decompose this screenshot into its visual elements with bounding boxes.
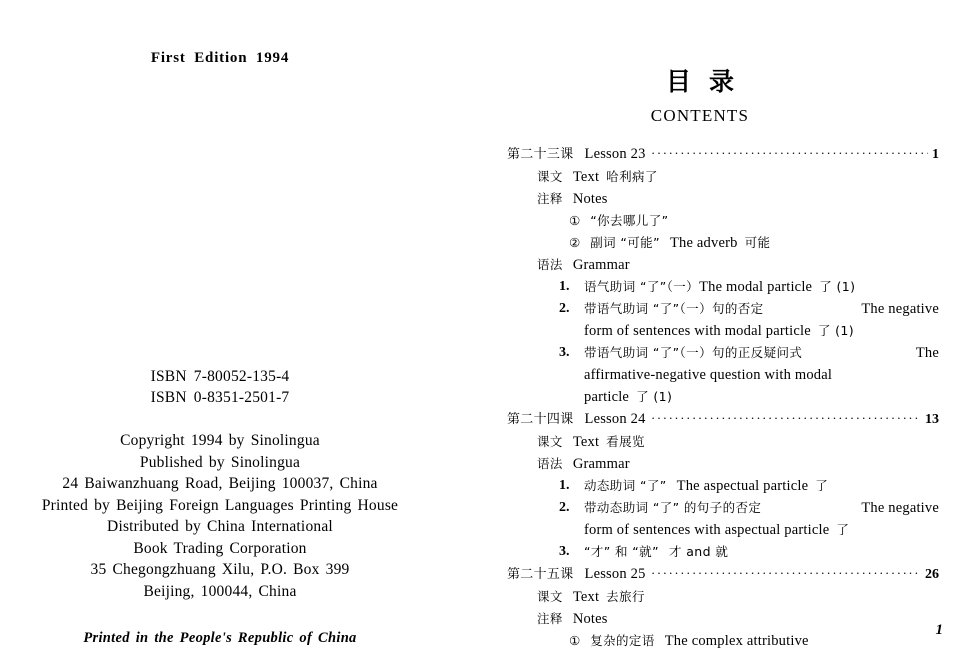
grammar-item-line [584,497,939,519]
grammar-item-line [584,298,939,320]
circled-number-icon: ① [569,633,581,648]
publisher-line: Copyright 1994 by Sinolingua [120,432,320,449]
toc-entry-lesson-25[interactable] [507,563,939,586]
folio-page-number: 1 [935,622,943,638]
grammar-item-number: 1. [559,478,570,493]
grammar-text-cn: 语气助词 “了”（一） [584,279,700,294]
grammar-item-number: 1. [559,279,570,294]
grammar-item-number: 2. [559,301,570,316]
grammar-text-en: The negative [861,301,939,317]
grammar-item-line [584,519,939,541]
toc-subentry-text [537,431,939,453]
circled-number-icon: ② [569,235,581,250]
text-label-en: Text [572,169,600,185]
grammar-item-body [584,541,939,563]
toc-note-item [569,232,939,254]
dot-leader [652,149,928,163]
toc-entry-lesson-24[interactable] [507,408,939,431]
grammar-item-body [584,342,939,408]
publisher-line: Beijing, 100044, China [143,582,297,600]
dot-leader [652,569,919,583]
lesson-page-number: 1 [932,147,939,162]
grammar-text-cn: 动态助词 “了” [584,478,667,493]
text-label-en: Text [572,434,600,450]
toc-subentry-text [537,166,939,188]
text-title-cn: 去旅行 [606,589,645,604]
publisher-line: Published by Sinolingua [139,453,301,471]
note-text-cn: 复杂的定语 [590,633,655,648]
text-label-cn: 课文 [537,434,563,449]
grammar-item-number: 3. [559,345,570,360]
grammar-label-cn: 语法 [537,257,563,272]
publisher-line: Book Trading Corporation [133,539,307,557]
grammar-item-line [584,320,939,342]
grammar-text-cn: 带动态助词 “了” 的句子的否定 [584,500,762,515]
dot-leader [652,414,919,428]
notes-label-en: Notes [572,611,608,627]
publisher-line: 35 Chegongzhuang Xilu, P.O. Box 399 [90,561,350,578]
grammar-text-en: The modal particle [699,279,813,295]
grammar-item [559,497,939,541]
grammar-item-number: 3. [559,544,570,559]
toc-list [507,143,939,652]
toc-subentry-grammar [537,254,939,276]
lesson-label-en: Lesson 23 [584,146,646,162]
note-text-cn: 副词 “可能” [590,235,660,250]
grammar-text-cn: 带语气助词 “了”（一）句的否定 [584,301,764,316]
lesson-label-cn: 第二十三课 [507,147,574,162]
note-text-en: The complex attributive [664,633,809,649]
grammar-text-en: The [915,345,939,361]
grammar-item-body [584,475,939,497]
toc-subentry-grammar [537,453,939,475]
note-text-cn: “你去哪儿了” [590,213,669,228]
imprint-block [0,366,440,647]
notes-label-cn: 注释 [537,191,563,206]
toc-entry-lesson-23[interactable] [507,143,939,166]
text-title-cn: 看展览 [606,434,645,449]
publisher-line: Printed by Beijing Foreign Languages Printing House [41,496,399,514]
publisher-lines [0,430,440,602]
toc-subentry-notes [537,608,939,630]
text-label-en: Text [572,589,600,605]
grammar-item-body [584,298,939,342]
toc-note-item [569,630,939,652]
grammar-item [559,298,939,342]
page-title-chinese: 目录 [665,67,752,96]
text-title-cn: 哈利病了 [606,169,658,184]
page-title-english: CONTENTS [650,106,750,125]
lesson-label-en: Lesson 25 [584,566,646,582]
grammar-item [559,276,939,298]
lesson-label-en: Lesson 24 [584,411,646,427]
grammar-item-line [584,276,939,298]
circled-number-icon: ① [569,213,581,228]
grammar-text-en: particle [584,389,630,405]
grammar-text-en: form of sentences with modal particle [584,323,811,339]
notes-label-cn: 注释 [537,611,563,626]
isbn-line-2: ISBN 0-8351-2501-7 [150,389,290,406]
grammar-text-cn: “才” 和 “就” [584,544,659,559]
toc-subentry-text [537,586,939,608]
grammar-tail-cn: 了 (1) [636,389,673,404]
grammar-item-line [584,386,939,408]
isbn-line-1: ISBN 7-80052-135-4 [150,368,290,385]
notes-label-en: Notes [572,191,608,207]
grammar-item-line [584,342,939,364]
grammar-item [559,475,939,497]
grammar-item-line [584,541,939,563]
publisher-line: Distributed by China International [107,518,333,535]
publisher-line: 24 Baiwanzhuang Road, Beijing 100037, China [62,475,378,492]
first-edition-line: First Edition 1994 [150,50,290,66]
grammar-item-line [584,475,939,497]
grammar-item-line [584,364,939,386]
note-text-en: The adverb [669,235,738,251]
grammar-text-en: form of sentences with aspectual particle [584,522,830,538]
lesson-label-cn: 第二十四课 [507,412,574,427]
grammar-text-cn: 带语气助词 “了”（一）句的正反疑问式 [584,345,803,360]
printed-in-line: Printed in the People's Republic of China [83,630,357,646]
grammar-tail-cn: 了 [815,478,829,493]
grammar-tail-cn: 了 (1) [817,323,855,338]
grammar-text-en: affirmative-negative question with modal [584,367,833,383]
text-label-cn: 课文 [537,589,563,604]
note-tail-cn: 可能 [744,235,771,250]
lesson-page-number: 13 [925,412,939,427]
lesson-page-number: 26 [925,567,939,582]
grammar-item-number: 2. [559,500,570,515]
grammar-label-en: Grammar [572,456,630,472]
grammar-label-en: Grammar [572,257,630,273]
grammar-text-en: The negative [861,500,939,516]
grammar-item [559,342,939,408]
toc-note-item [569,210,939,232]
grammar-text-en: The aspectual particle [676,478,809,494]
toc-subentry-notes [537,188,939,210]
grammar-label-cn: 语法 [537,456,563,471]
grammar-item-body [584,276,939,298]
grammar-tail-cn: 了 [836,522,850,537]
grammar-tail-cn: 才 and 就 [668,544,729,559]
grammar-item [559,541,939,563]
text-label-cn: 课文 [537,169,563,184]
grammar-tail-cn: 了 (1) [819,279,856,294]
contents-page [480,0,960,669]
lesson-label-cn: 第二十五课 [507,567,574,582]
grammar-item-body [584,497,939,541]
